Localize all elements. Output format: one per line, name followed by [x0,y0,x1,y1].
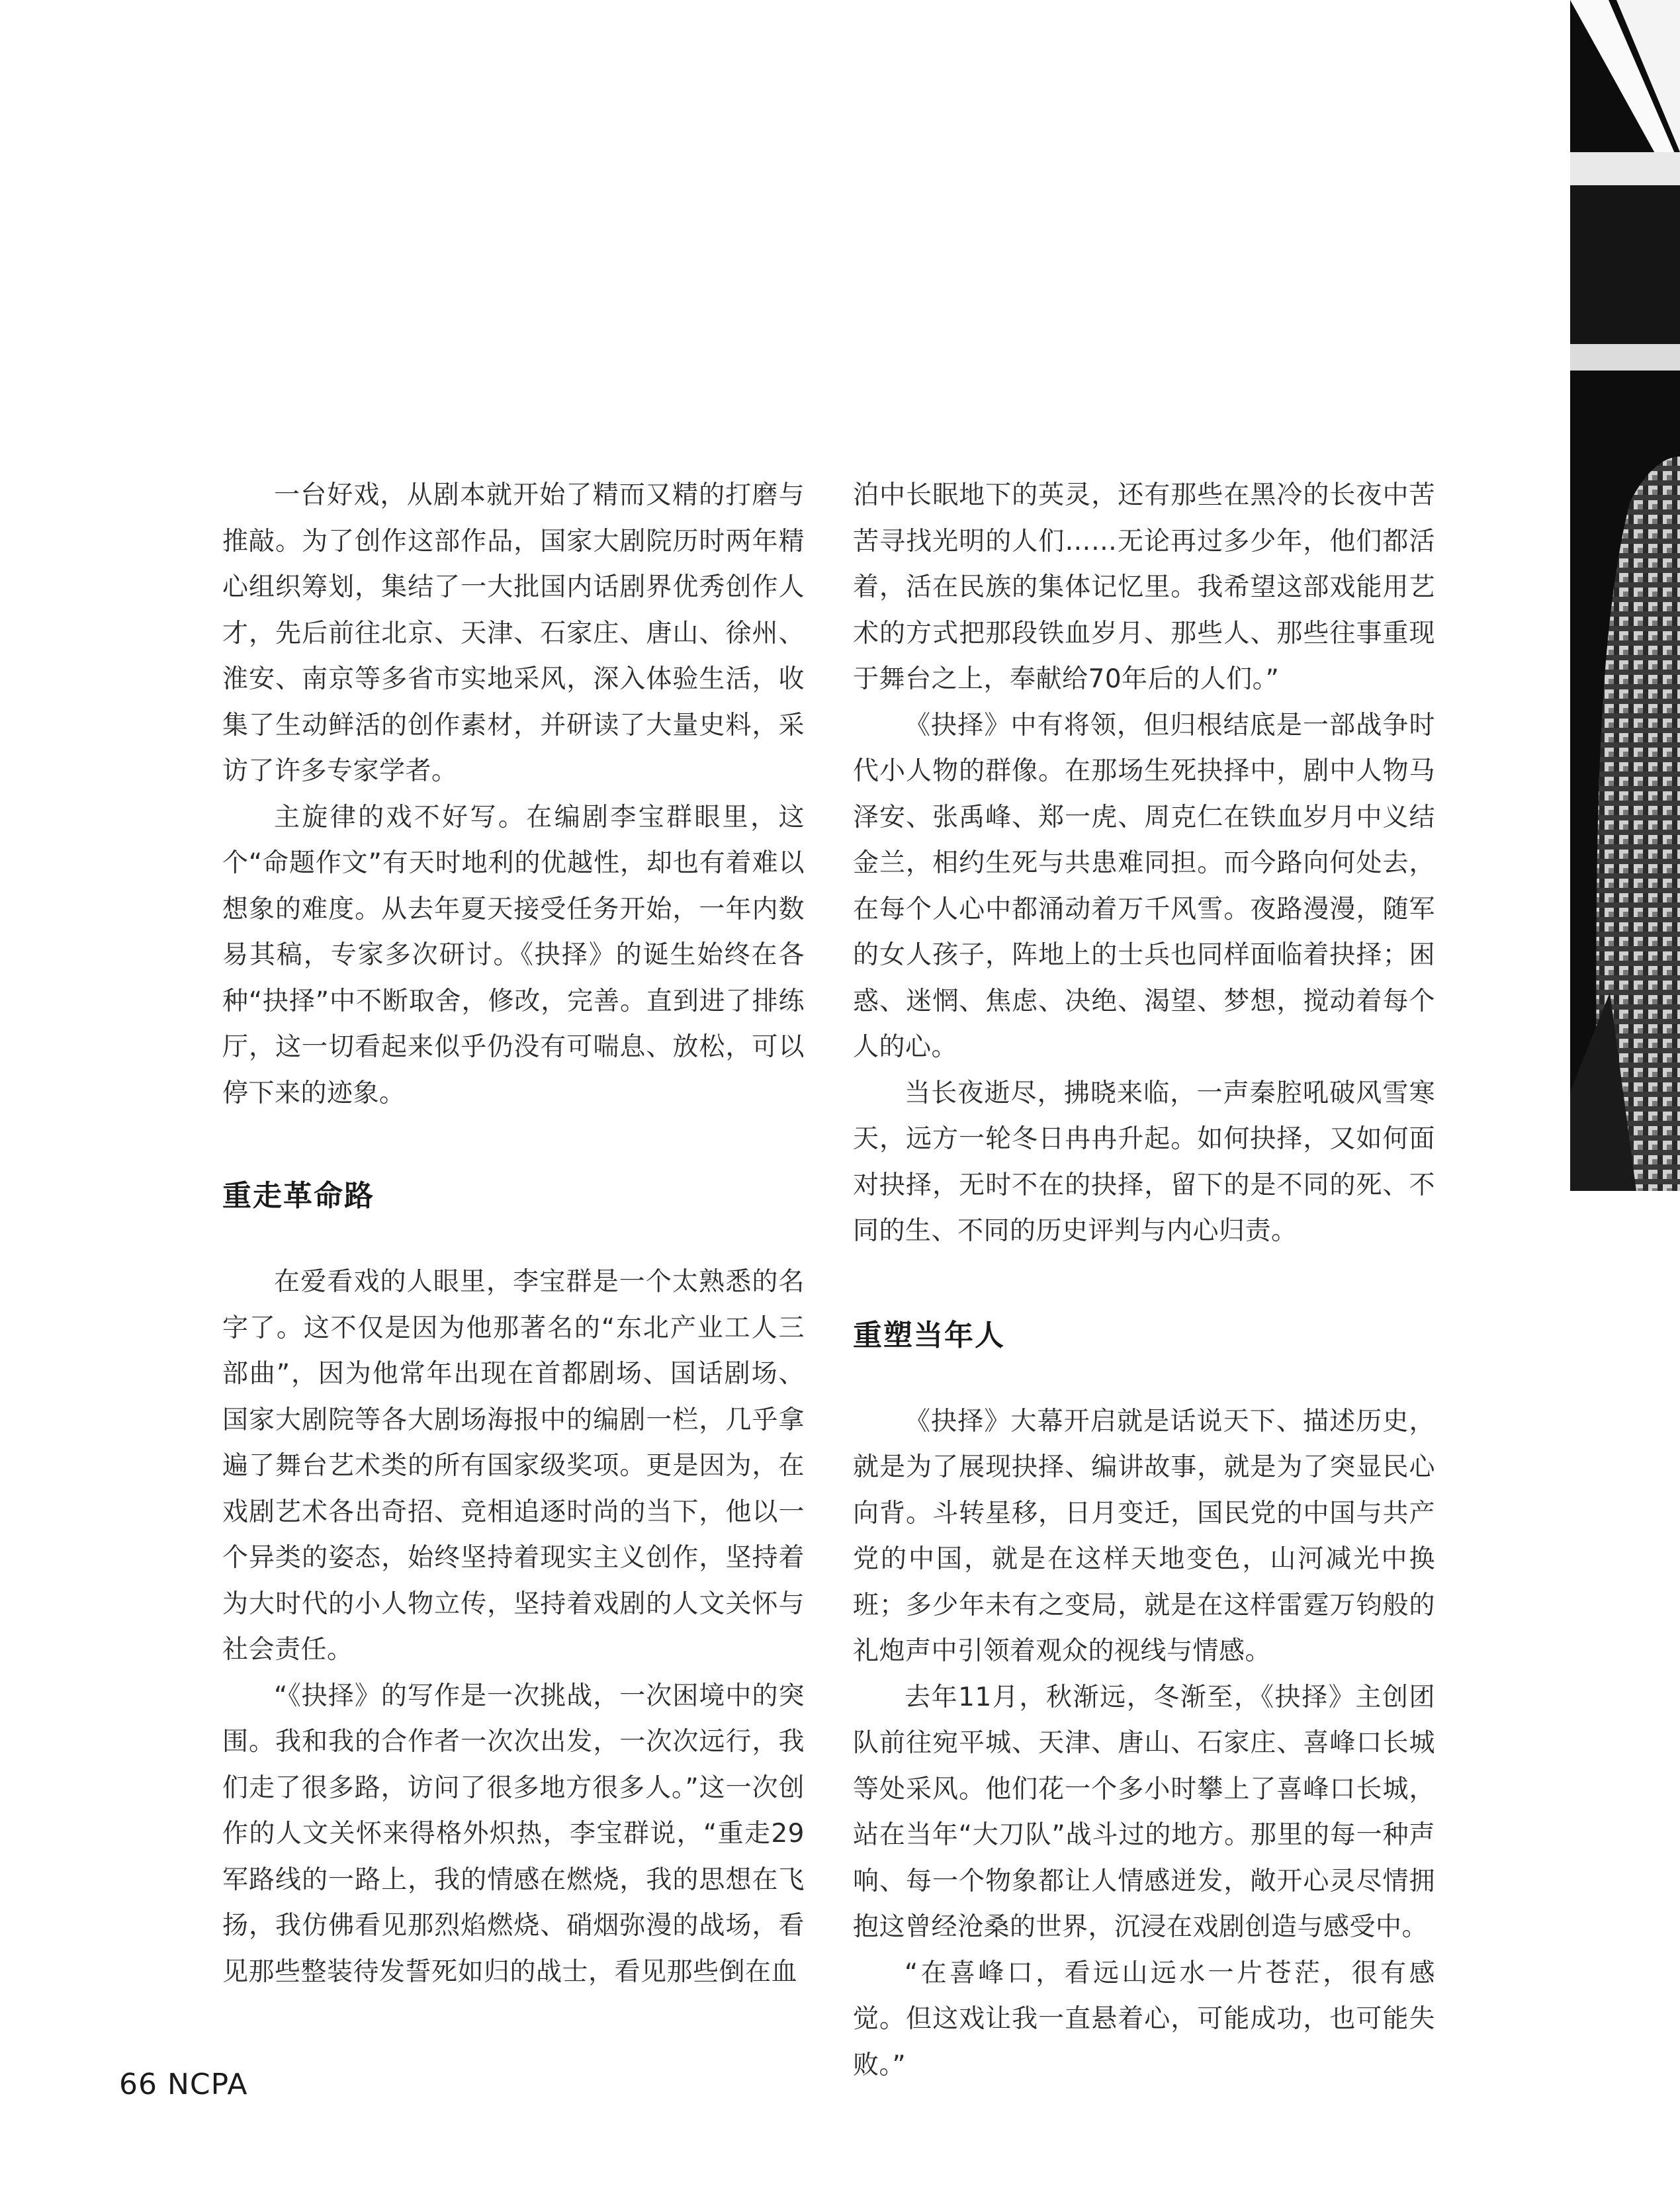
magazine-name: NCPA [167,2068,248,2101]
section-heading: 重塑当年人 [853,1318,1005,1352]
body-paragraph: 主旋律的戏不好写。在编剧李宝群眼里，这个“命题作文”有天时地利的优越性，却也有着难以想象的难度。从去年夏天接受任务开始，一年内数易其稿，专家多次研讨。《抉择》的诞生始终在各种“抉择”中不断取舍，修改，完善。直到进了排练厅，这一切看起来似乎仍没有可喘息、放松，可以停下来的迹象。 [222,802,805,1108]
body-paragraph: “在喜峰口，看远山远水一片苍茫，很有感觉。但这戏让我一直悬着心，可能成功，也可能失败。” [853,1958,1435,2080]
body-paragraph: 去年11月，秋渐远，冬渐至，《抉择》主创团队前往宛平城、天津、唐山、石家庄、喜峰口长城等处采风。他们花一个多小时攀上了喜峰口长城，站在当年“大刀队”战斗过的地方。那里的每一种声响、每一个物象都让人情感迸发，敞开心灵尽情拥抱这曾经沧桑的世界，沉浸在戏剧创造与感受中。 [853,1682,1435,1942]
black-and-white-photo-edge [1570,0,1680,1191]
left-column [222,472,805,1995]
page-footer [119,2068,247,2101]
body-paragraph: 《抉择》中有将领，但归根结底是一部战争时代小人物的群像。在那场生死抉择中，剧中人物马泽安、张禹峰、郑一虎、周克仁在铁血岁月中义结金兰，相约生死与共患难同担。而今路向何处去，在每个人心中都涌动着万千风雪。夜路漫漫，随军的女人孩子，阵地上的士兵也同样面临着抉择；困惑、迷惘、焦虑、决绝、渴望、梦想，搅动着每个人的心。 [853,710,1435,1062]
body-paragraph: 在爱看戏的人眼里，李宝群是一个太熟悉的名字了。这不仅是因为他那著名的“东北产业工人三部曲”，因为他常年出现在首都剧场、国话剧场、国家大剧院等各大剧场海报中的编剧一栏，几乎拿遍了舞台艺术类的所有国家级奖项。更是因为，在戏剧艺术各出奇招、竞相追逐时尚的当下，他以一个异类的姿态，始终坚持着现实主义创作，坚持着为大时代的小人物立传，坚持着戏剧的人文关怀与社会责任。 [222,1267,805,1665]
body-paragraph: “《抉择》的写作是一次挑战，一次困境中的突围。我和我的合作者一次次出发，一次次远行，我们走了很多路，访问了很多地方很多人。”这一次创作的人文关怀来得格外炽热，李宝群说，“重走29军路线的一路上，我的情感在燃烧，我的思想在飞扬，我仿佛看见那烈焰燃烧、硝烟弥漫的战场，看见那些整装待发誓死如归的战士，看见那些倒在血 [222,1681,805,1987]
photo-strip [1570,0,1680,1191]
continued-paragraph: 泊中长眠地下的英灵，还有那些在黑冷的长夜中苦苦寻找光明的人们……无论再过多少年，他们都活着，活在民族的集体记忆里。我希望这部戏能用艺术的方式把那段铁血岁月、那些人、那些往事重现于舞台之上，奉献给70年后的人们。” [853,480,1435,694]
body-paragraph: 一台好戏，从剧本就开始了精而又精的打磨与推敲。为了创作这部作品，国家大剧院历时两年精心组织筹划，集结了一大批国内话剧界优秀创作人才，先后前往北京、天津、石家庄、唐山、徐州、淮安、南京等多省市实地采风，深入体验生活，收集了生动鲜活的创作素材，并研读了大量史料，采访了许多专家学者。 [222,480,805,786]
right-column [853,472,1435,2088]
body-paragraph: 当长夜逝尽，拂晓来临，一声秦腔吼破风雪寒天，远方一轮冬日冉冉升起。如何抉择，又如何面对抉择，无时不在的抉择，留下的是不同的死、不同的生、不同的历史评判与内心归责。 [853,1078,1435,1246]
body-paragraph: 《抉择》大幕开启就是话说天下、描述历史，就是为了展现抉择、编讲故事，就是为了突显民心向背。斗转星移，日月变迁，国民党的中国与共产党的中国，就是在这样天地变色，山河减光中换班；多少年未有之变局，就是在这样雷霆万钧般的礼炮声中引领着观众的视线与情感。 [853,1406,1435,1666]
page-number: 66 [119,2068,157,2101]
section-heading: 重走革命路 [222,1179,375,1213]
